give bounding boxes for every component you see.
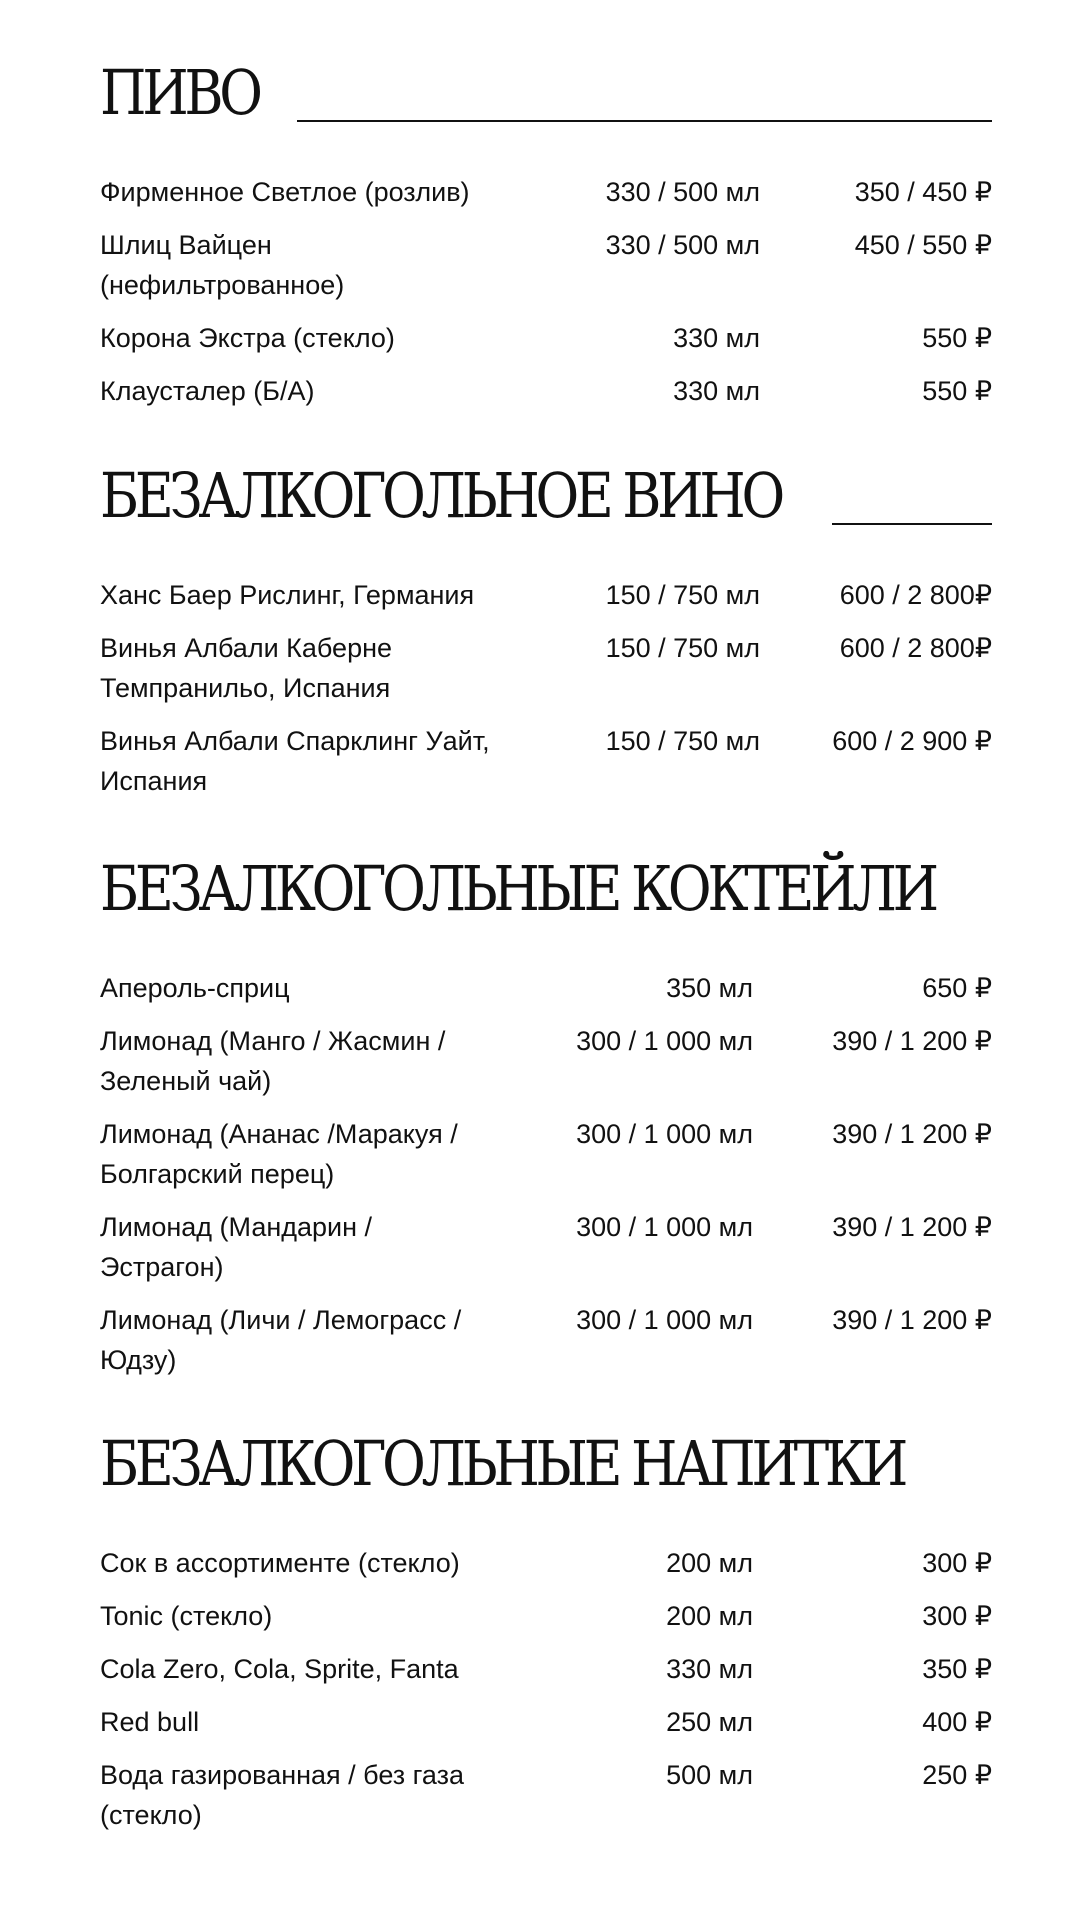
item-volume: 330 / 500 мл	[605, 177, 760, 207]
item-name: Фирменное Светлое (розлив)	[100, 177, 470, 207]
item-price: 550 ₽	[922, 323, 992, 353]
menu-item	[100, 1649, 992, 1689]
item-price: 650 ₽	[922, 973, 992, 1003]
item-name: Винья Албали Спарклинг Уайт, Испания	[100, 726, 490, 796]
menu-item	[100, 172, 992, 212]
section-title: ПИВО	[100, 56, 259, 129]
item-price: 250 ₽	[922, 1760, 992, 1790]
item-price: 350 / 450 ₽	[854, 177, 992, 207]
menu-item	[100, 968, 992, 1008]
item-price: 550 ₽	[922, 376, 992, 406]
menu-item	[100, 1755, 992, 1835]
menu-item	[100, 1702, 992, 1742]
item-volume: 300 / 1 000 мл	[576, 1119, 753, 1149]
item-volume: 200 мл	[666, 1601, 753, 1631]
item-name: Апероль-сприц	[100, 973, 290, 1003]
item-volume: 500 мл	[666, 1760, 753, 1790]
section-beer	[100, 44, 992, 424]
section-title: БЕЗАЛКОГОЛЬНОЕ ВИНО	[100, 459, 781, 532]
item-price: 350 ₽	[922, 1654, 992, 1684]
item-volume: 300 / 1 000 мл	[576, 1305, 753, 1335]
item-price: 400 ₽	[922, 1707, 992, 1737]
item-name: Корона Экстра (стекло)	[100, 323, 395, 353]
menu-list	[100, 968, 992, 1380]
title-divider	[297, 120, 992, 122]
item-volume: 300 / 1 000 мл	[576, 1026, 753, 1056]
item-price: 300 ₽	[922, 1548, 992, 1578]
menu-item	[100, 1543, 992, 1583]
item-volume: 150 / 750 мл	[605, 633, 760, 663]
item-volume: 250 мл	[666, 1707, 753, 1737]
item-price: 600 / 2 800₽	[839, 633, 992, 663]
item-price: 390 / 1 200 ₽	[832, 1305, 992, 1335]
menu-item	[100, 1114, 992, 1194]
item-name: Лимонад (Мандарин / Эстрагон)	[100, 1212, 373, 1282]
menu-item	[100, 721, 992, 801]
item-name: Шлиц Вайцен (нефильтрованное)	[100, 230, 345, 300]
item-name: Вода газированная / без газа (стекло)	[100, 1760, 465, 1830]
section-non-alcoholic-wine	[100, 447, 992, 814]
section-non-alcoholic-drinks	[100, 1415, 992, 1848]
section-title: БЕЗАЛКОГОЛЬНЫЕ КОКТЕЙЛИ	[100, 852, 935, 925]
section-header	[100, 447, 992, 532]
item-name: Лимонад (Ананас /Маракуя / Болгарский перец)	[100, 1119, 458, 1189]
item-volume: 330 мл	[666, 1654, 753, 1684]
item-volume: 150 / 750 мл	[605, 580, 760, 610]
title-divider	[832, 523, 992, 525]
menu-item	[100, 371, 992, 411]
item-name: Лимонад (Личи / Лемограсс / Юдзу)	[100, 1305, 462, 1375]
menu-item	[100, 628, 992, 708]
section-header	[100, 840, 992, 925]
section-header	[100, 44, 992, 129]
item-name: Винья Албали Каберне Темпранильо, Испания	[100, 633, 393, 703]
item-volume: 330 мл	[673, 376, 760, 406]
item-name: Ханс Баер Рислинг, Германия	[100, 580, 475, 610]
menu-item	[100, 318, 992, 358]
item-name: Клаусталер (Б/А)	[100, 376, 315, 406]
item-price: 600 / 2 800₽	[839, 580, 992, 610]
item-name: Сок в ассортименте (стекло)	[100, 1548, 460, 1578]
item-volume: 330 / 500 мл	[605, 230, 760, 260]
item-price: 390 / 1 200 ₽	[832, 1212, 992, 1242]
menu-list	[100, 1543, 992, 1835]
section-non-alcoholic-cocktails	[100, 840, 992, 1393]
item-name: Лимонад (Манго / Жасмин / Зеленый чай)	[100, 1026, 446, 1096]
menu-item	[100, 1300, 992, 1380]
item-price: 390 / 1 200 ₽	[832, 1119, 992, 1149]
menu-item	[100, 1207, 992, 1287]
menu-item	[100, 575, 992, 615]
item-name: Tonic (стекло)	[100, 1601, 273, 1631]
section-header	[100, 1415, 992, 1500]
item-price: 450 / 550 ₽	[854, 230, 992, 260]
item-volume: 150 / 750 мл	[605, 726, 760, 756]
item-price: 600 / 2 900 ₽	[832, 726, 992, 756]
menu-item	[100, 1021, 992, 1101]
item-name: Red bull	[100, 1707, 200, 1737]
menu-list	[100, 575, 992, 801]
item-price: 300 ₽	[922, 1601, 992, 1631]
item-price: 390 / 1 200 ₽	[832, 1026, 992, 1056]
item-name: Cola Zero, Cola, Sprite, Fanta	[100, 1654, 459, 1684]
item-volume: 200 мл	[666, 1548, 753, 1578]
menu-item	[100, 1596, 992, 1636]
menu-list	[100, 172, 992, 411]
section-title: БЕЗАЛКОГОЛЬНЫЕ НАПИТКИ	[100, 1427, 905, 1500]
menu-item	[100, 225, 992, 305]
item-volume: 330 мл	[673, 323, 760, 353]
item-volume: 350 мл	[666, 973, 753, 1003]
item-volume: 300 / 1 000 мл	[576, 1212, 753, 1242]
